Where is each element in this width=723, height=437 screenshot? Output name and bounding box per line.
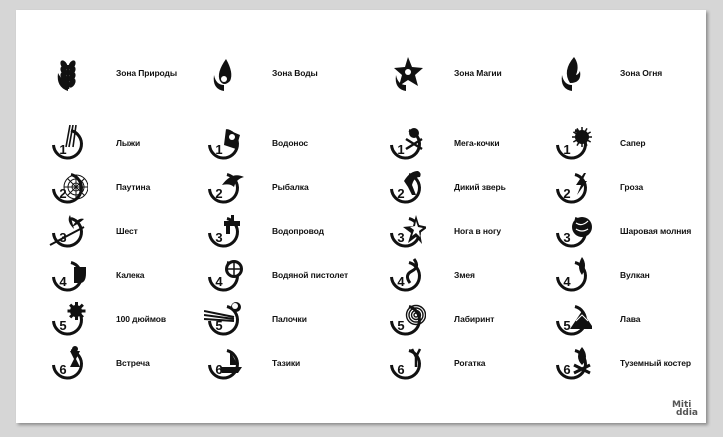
- snake-icon: [386, 257, 426, 297]
- icon-list-item: [386, 257, 556, 297]
- zone-column: [48, 10, 218, 423]
- item-label: Шест: [116, 226, 138, 236]
- skull-icon: [386, 125, 426, 165]
- item-label: Вулкан: [620, 270, 650, 280]
- number-badge: [552, 125, 592, 165]
- ball-lightning-icon: [552, 213, 592, 253]
- icon-list-item: [552, 169, 722, 209]
- svg-text:6: 6: [563, 362, 571, 377]
- number-badge: [48, 257, 88, 297]
- item-label: Водяной пистолет: [272, 270, 349, 280]
- icon-list-item: [48, 345, 218, 385]
- icon-list-item: [386, 301, 556, 341]
- number-badge: [386, 213, 426, 253]
- zone-title: Зона Магии: [454, 68, 502, 78]
- number-badge: [204, 301, 244, 341]
- number-badge: [552, 345, 592, 385]
- number-badge: [48, 169, 88, 209]
- faucet-icon: [204, 213, 244, 253]
- spiral-icon: [386, 301, 426, 341]
- slingshot-icon: [386, 345, 426, 385]
- brand-line1: Miti: [671, 400, 692, 410]
- flame-icon: [552, 55, 592, 95]
- zone-icon-wrap: [48, 55, 88, 95]
- target-icon: [204, 257, 244, 297]
- cripple-icon: [48, 257, 88, 297]
- number-badge: [552, 257, 592, 297]
- hourglass-icon: [48, 345, 88, 385]
- bucket-icon: [204, 125, 244, 165]
- zone-column: [386, 10, 556, 423]
- pole-icon: [48, 213, 88, 253]
- svg-text:5: 5: [397, 318, 405, 333]
- beast-icon: [386, 169, 426, 209]
- number-badge: [204, 213, 244, 253]
- number-badge: [204, 169, 244, 209]
- svg-text:1: 1: [563, 142, 571, 157]
- boat-icon: [204, 345, 244, 385]
- brand-line2: ddia: [675, 408, 698, 418]
- zone-icon-wrap: [386, 55, 426, 95]
- svg-text:3: 3: [397, 230, 405, 245]
- svg-text:1: 1: [397, 142, 405, 157]
- icon-sheet: [16, 10, 706, 423]
- svg-text:4: 4: [59, 274, 67, 289]
- number-badge: [48, 125, 88, 165]
- item-label: Дикий зверь: [454, 182, 506, 192]
- svg-text:1: 1: [215, 142, 223, 157]
- icon-list-item: [386, 169, 556, 209]
- number-badge: [552, 213, 592, 253]
- zone-title: Зона Природы: [116, 68, 177, 78]
- svg-text:6: 6: [397, 362, 405, 377]
- svg-text:2: 2: [59, 186, 67, 201]
- zone-header: [48, 55, 218, 95]
- gear-icon: [48, 301, 88, 341]
- item-label: Рыбалка: [272, 182, 309, 192]
- zone-column: [204, 10, 374, 423]
- svg-text:6: 6: [59, 362, 67, 377]
- svg-text:3: 3: [215, 230, 223, 245]
- sticks-icon: [204, 301, 244, 341]
- icon-list-item: [552, 213, 722, 253]
- icon-list-item: [48, 301, 218, 341]
- icon-list-item: [204, 257, 374, 297]
- item-label: Гроза: [620, 182, 644, 192]
- skis-icon: [48, 125, 88, 165]
- svg-text:5: 5: [59, 318, 67, 333]
- lightning-icon: [552, 169, 592, 209]
- number-badge: [48, 213, 88, 253]
- mine-icon: [552, 125, 592, 165]
- volcano-icon: [552, 257, 592, 297]
- web-icon: [48, 169, 88, 209]
- icon-list-item: [48, 125, 218, 165]
- icon-list-item: [552, 125, 722, 165]
- svg-text:4: 4: [563, 274, 571, 289]
- item-label: Лыжи: [116, 138, 141, 148]
- number-badge: [386, 125, 426, 165]
- zone-icon-wrap: [552, 55, 592, 95]
- item-label: Рогатка: [454, 358, 486, 368]
- item-label: Водонос: [272, 138, 309, 148]
- icon-list-item: [386, 345, 556, 385]
- zone-title: Зона Огня: [620, 68, 663, 78]
- number-badge: [386, 345, 426, 385]
- item-label: Лава: [620, 314, 641, 324]
- icon-list-item: [552, 257, 722, 297]
- icon-list-item: [204, 301, 374, 341]
- icon-list-item: [48, 257, 218, 297]
- icon-list-item: [204, 169, 374, 209]
- item-label: Тазики: [272, 358, 301, 368]
- star-icon: [386, 55, 426, 95]
- starfish-icon: [386, 213, 426, 253]
- icon-list-item: [386, 125, 556, 165]
- item-label: Мега-кочки: [454, 138, 500, 148]
- svg-text:4: 4: [397, 274, 405, 289]
- icon-list-item: [204, 345, 374, 385]
- svg-text:6: 6: [215, 362, 223, 377]
- icon-list-item: [552, 345, 722, 385]
- item-label: Встреча: [116, 358, 150, 368]
- item-label: Паутина: [116, 182, 151, 192]
- icon-list-item: [48, 213, 218, 253]
- number-badge: [48, 345, 88, 385]
- item-label: Калека: [116, 270, 145, 280]
- icon-list-item: [386, 213, 556, 253]
- number-badge: [48, 301, 88, 341]
- svg-text:3: 3: [563, 230, 571, 245]
- svg-text:2: 2: [397, 186, 405, 201]
- item-label: Водопровод: [272, 226, 324, 236]
- number-badge: [204, 257, 244, 297]
- zone-header: [552, 55, 722, 95]
- svg-text:5: 5: [563, 318, 571, 333]
- item-label: Шаровая молния: [620, 226, 692, 236]
- zone-icon-wrap: [204, 55, 244, 95]
- item-label: Туземный костер: [620, 358, 692, 368]
- icon-list-item: [204, 213, 374, 253]
- number-badge: [552, 169, 592, 209]
- lava-icon: [552, 301, 592, 341]
- svg-text:5: 5: [215, 318, 223, 333]
- zone-header: [386, 55, 556, 95]
- drop-icon: [204, 55, 244, 95]
- svg-text:2: 2: [563, 186, 571, 201]
- zone-header: [204, 55, 374, 95]
- number-badge: [386, 257, 426, 297]
- icon-list-item: [552, 301, 722, 341]
- icon-list-item: [204, 125, 374, 165]
- zone-column: [552, 10, 722, 423]
- wheat-icon: [48, 55, 88, 95]
- item-label: Змея: [454, 270, 475, 280]
- svg-text:3: 3: [59, 230, 67, 245]
- number-badge: [386, 169, 426, 209]
- item-label: 100 дюймов: [116, 314, 167, 324]
- zone-title: Зона Воды: [272, 68, 318, 78]
- item-label: Лабиринт: [454, 314, 495, 324]
- svg-text:2: 2: [215, 186, 223, 201]
- svg-text:4: 4: [215, 274, 223, 289]
- number-badge: [204, 345, 244, 385]
- fish-icon: [204, 169, 244, 209]
- item-label: Сапер: [620, 138, 646, 148]
- item-label: Палочки: [272, 314, 307, 324]
- item-label: Нога в ногу: [454, 226, 502, 236]
- number-badge: [204, 125, 244, 165]
- campfire-icon: [552, 345, 592, 385]
- number-badge: [386, 301, 426, 341]
- icon-list-item: [48, 169, 218, 209]
- svg-text:1: 1: [59, 142, 67, 157]
- number-badge: [552, 301, 592, 341]
